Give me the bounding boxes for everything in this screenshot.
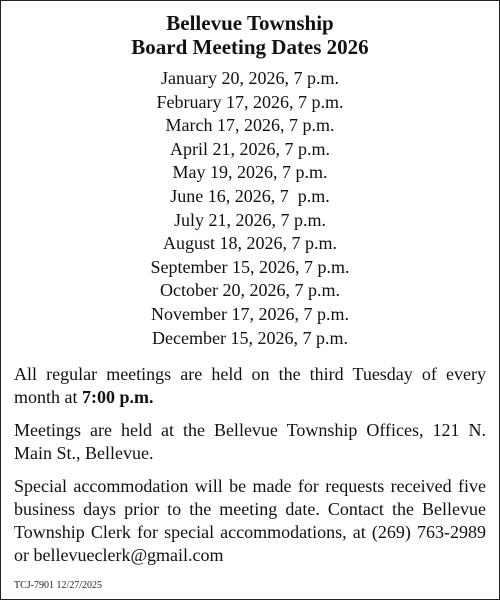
meeting-date: November 17, 2026, 7 p.m.	[151, 303, 349, 324]
accommodation-paragraph: Special accommodation will be made for requests received five business days prior to the meeting date. Contact the Bellevue Township Clerk for special accommodations, at (269) 763-2989 or bellevueclerk@gmail.com	[14, 476, 486, 566]
regular-meetings-text: All regular meetings are held on the third Tuesday of every month at	[14, 364, 486, 408]
meeting-date: March 17, 2026, 7 p.m.	[165, 115, 335, 136]
meeting-date: July 21, 2026, 7 p.m.	[173, 209, 326, 230]
title-line-1: Bellevue Township	[166, 11, 334, 35]
meeting-date: September 15, 2026, 7 p.m.	[150, 256, 350, 277]
meeting-date: February 17, 2026, 7 p.m.	[156, 91, 344, 112]
regular-meetings-paragraph	[14, 363, 486, 409]
notice-title	[14, 11, 486, 59]
regular-meeting-time: 7:00 p.m.	[82, 387, 154, 408]
meeting-date: April 21, 2026, 7 p.m.	[170, 138, 330, 159]
location-paragraph: Meetings are held at the Bellevue Township Offices, 121 N. Main St., Bellevue.	[14, 420, 486, 464]
meeting-date: December 15, 2026, 7 p.m.	[152, 327, 348, 348]
meeting-date: May 19, 2026, 7 p.m.	[172, 162, 328, 183]
meeting-dates-list	[14, 67, 486, 350]
notice-reference-code: TCJ-7901 12/27/2025	[14, 580, 103, 591]
meeting-date: June 16, 2026, 7 p.m.	[170, 185, 330, 206]
meeting-date: October 20, 2026, 7 p.m.	[160, 280, 340, 301]
meeting-date: August 18, 2026, 7 p.m.	[162, 233, 337, 254]
title-line-2: Board Meeting Dates 2026	[131, 35, 369, 59]
meeting-date: January 20, 2026, 7 p.m.	[161, 68, 339, 88]
